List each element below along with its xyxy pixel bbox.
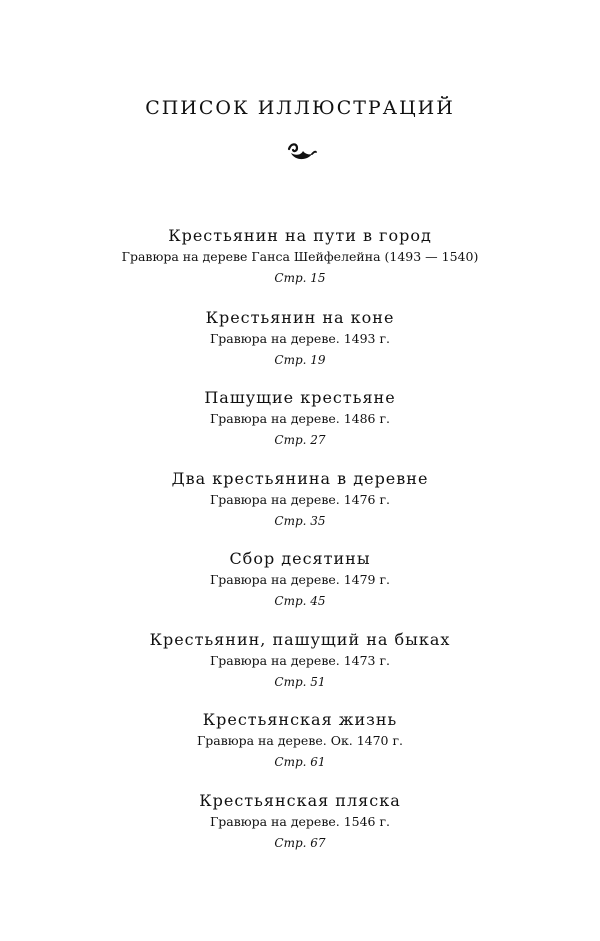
illustration-title: Крестьянская жизнь (202, 710, 398, 729)
illustration-page: Стр. 35 (274, 514, 326, 528)
illustration-page: Стр. 27 (274, 433, 326, 447)
illustration-title: Крестьянская пляска (199, 791, 401, 810)
illustration-caption: Гравюра на дереве. 1476 г. (209, 492, 391, 507)
illustration-title: Пашущие крестьяне (204, 388, 396, 407)
illustration-page: Стр. 67 (274, 836, 326, 850)
illustration-title: Два крестьянина в деревне (171, 469, 429, 488)
list-item (0, 308, 600, 368)
illustration-title: Сбор десятины (229, 549, 371, 568)
illustration-caption: Гравюра на дереве. Ок. 1470 г. (196, 733, 404, 748)
illustration-page: Стр. 45 (274, 594, 326, 608)
illustration-page: Стр. 51 (274, 675, 326, 689)
illustration-title: Крестьянин на коне (205, 308, 395, 327)
list-item (0, 388, 600, 448)
illustration-caption: Гравюра на дереве Ганса Шейфелейна (1493 — 1540) (121, 249, 479, 264)
illustration-page: Стр. 61 (274, 755, 326, 769)
illustration-page: Стр. 19 (274, 353, 326, 367)
illustration-page: Стр. 15 (274, 271, 326, 285)
fleuron-ornament-icon (285, 139, 317, 165)
page-title: СПИСОК ИЛЛЮСТРАЦИЙ (145, 97, 455, 119)
illustration-caption: Гравюра на дереве. 1486 г. (209, 411, 391, 426)
list-item (0, 791, 600, 851)
list-item (0, 710, 600, 770)
list-item (0, 630, 600, 690)
illustration-title: Крестьянин на пути в город (168, 226, 432, 245)
illustration-caption: Гравюра на дереве. 1479 г. (209, 572, 391, 587)
illustration-caption: Гравюра на дереве. 1546 г. (209, 814, 391, 829)
list-item (0, 549, 600, 609)
illustration-caption: Гравюра на дереве. 1493 г. (209, 331, 391, 346)
illustration-title: Крестьянин, пашущий на быках (149, 630, 451, 649)
list-item (0, 469, 600, 529)
illustration-caption: Гравюра на дереве. 1473 г. (209, 653, 391, 668)
list-item (0, 226, 600, 286)
